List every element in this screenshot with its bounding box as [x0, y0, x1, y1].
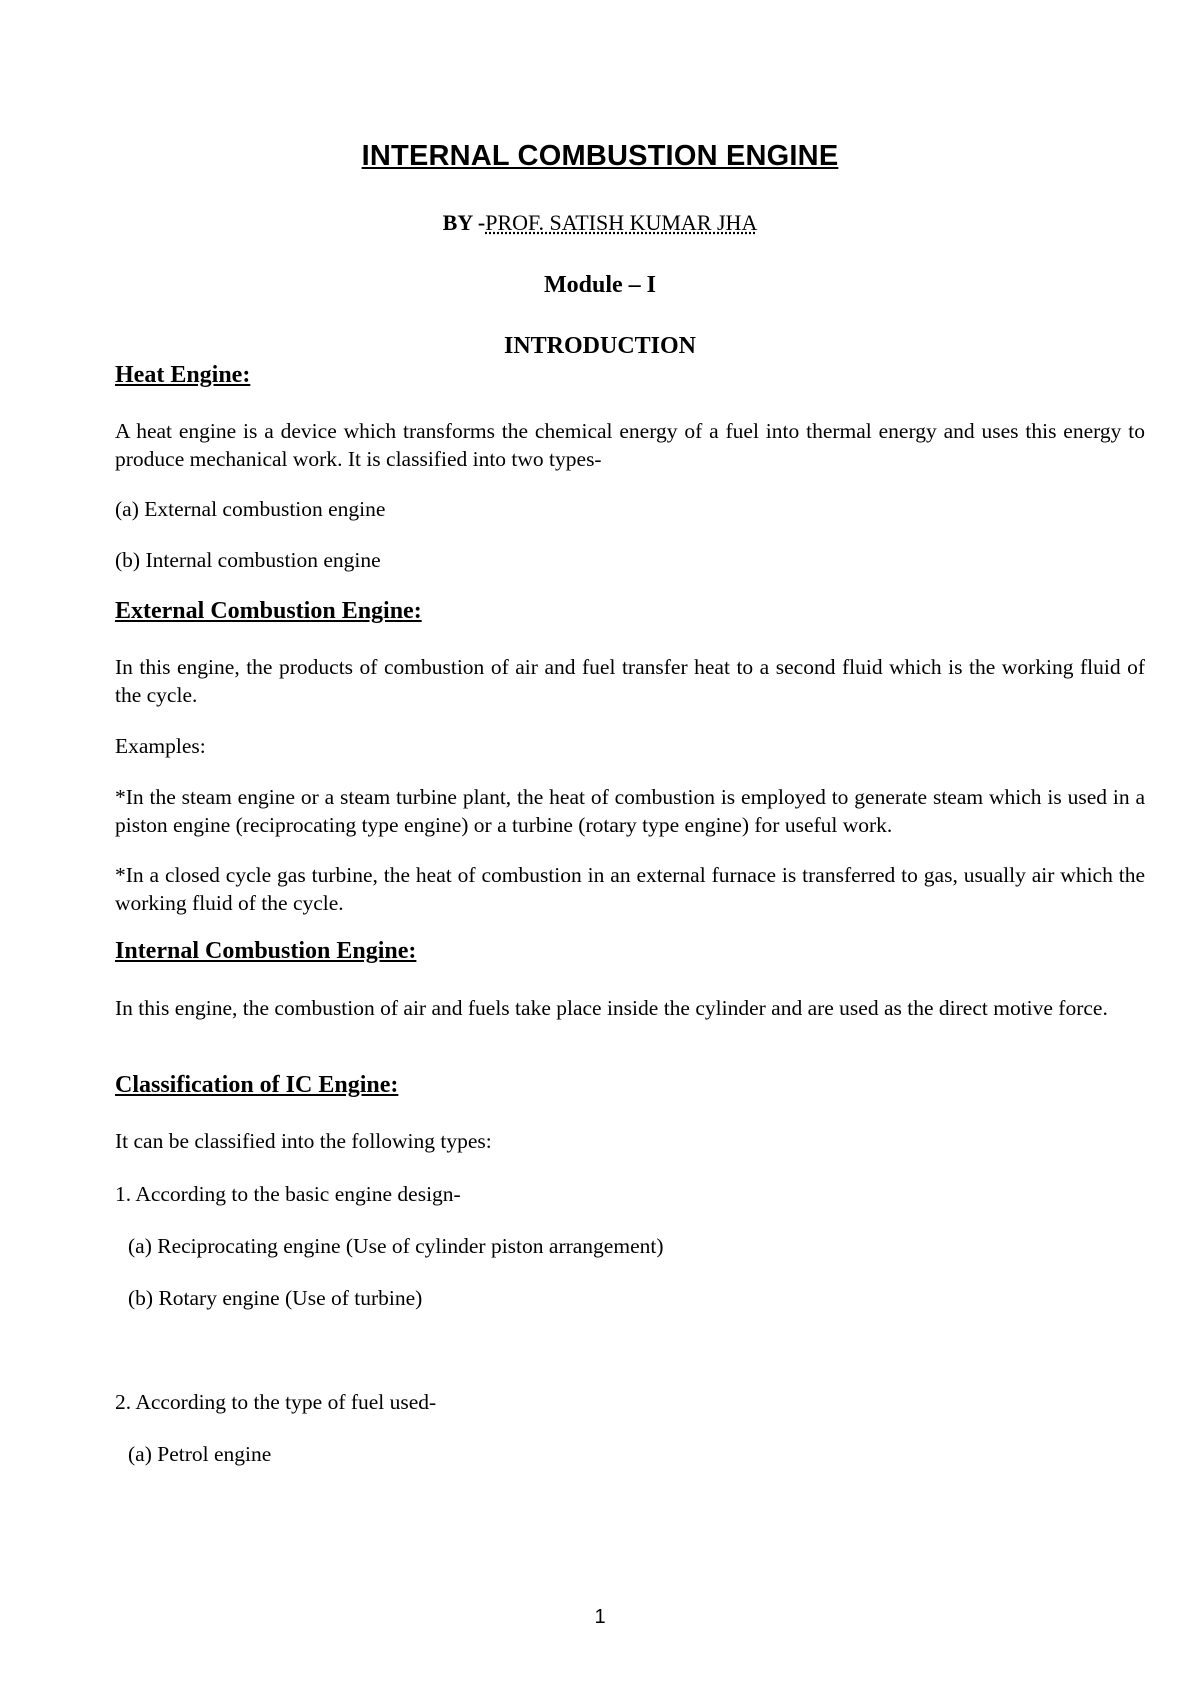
classification-item-2: 2. According to the type of fuel used- [115, 1390, 437, 1414]
internal-heading: Internal Combustion Engine: [115, 938, 417, 964]
classification-item-1a: (a) Reciprocating engine (Use of cylinder piston arrangement) [128, 1234, 664, 1258]
document-title: INTERNAL COMBUSTION ENGINE [361, 140, 839, 172]
external-paragraph: In this engine, the products of combustion of air and fuel transfer heat to a second fluid which is the working fluid of the cycle. [115, 655, 1145, 707]
classification-item-1: 1. According to the basic engine design- [115, 1182, 461, 1206]
heat-engine-type-a: (a) External combustion engine [115, 497, 386, 521]
examples-label: Examples: [115, 734, 206, 758]
page-number: 1 [594, 1606, 606, 1628]
heat-engine-type-b: (b) Internal combustion engine [115, 548, 381, 572]
example-steam: *In the steam engine or a steam turbine plant, the heat of combustion is employed to generate steam which is used in a piston engine (reciprocating type engine) or a turbine (rotary type engine) for useful work. [115, 785, 1145, 837]
heat-engine-heading: Heat Engine: [115, 362, 251, 388]
classification-intro: It can be classified into the following types: [115, 1129, 492, 1153]
byline [0, 210, 1200, 236]
classification-item-2a: (a) Petrol engine [128, 1442, 272, 1466]
classification-heading: Classification of IC Engine: [115, 1072, 399, 1098]
heat-engine-paragraph: A heat engine is a device which transforms the chemical energy of a fuel into thermal energy and uses this energy to produce mechanical work. It is classified into two types- [115, 419, 1145, 471]
classification-item-1b: (b) Rotary engine (Use of turbine) [128, 1286, 423, 1310]
internal-paragraph: In this engine, the combustion of air and fuels take place inside the cylinder and are used as the direct motive force. [115, 996, 1108, 1020]
example-gas-turbine: *In a closed cycle gas turbine, the heat of combustion in an external furnace is transferred to gas, usually air which the working fluid of the cycle. [115, 863, 1145, 915]
section-title: INTRODUCTION [503, 333, 697, 359]
external-heading: External Combustion Engine: [115, 598, 422, 624]
byline-label: BY - [442, 210, 486, 235]
byline-author: PROF. SATISH KUMAR JHA [485, 210, 758, 235]
module-label: Module – I [543, 272, 656, 298]
